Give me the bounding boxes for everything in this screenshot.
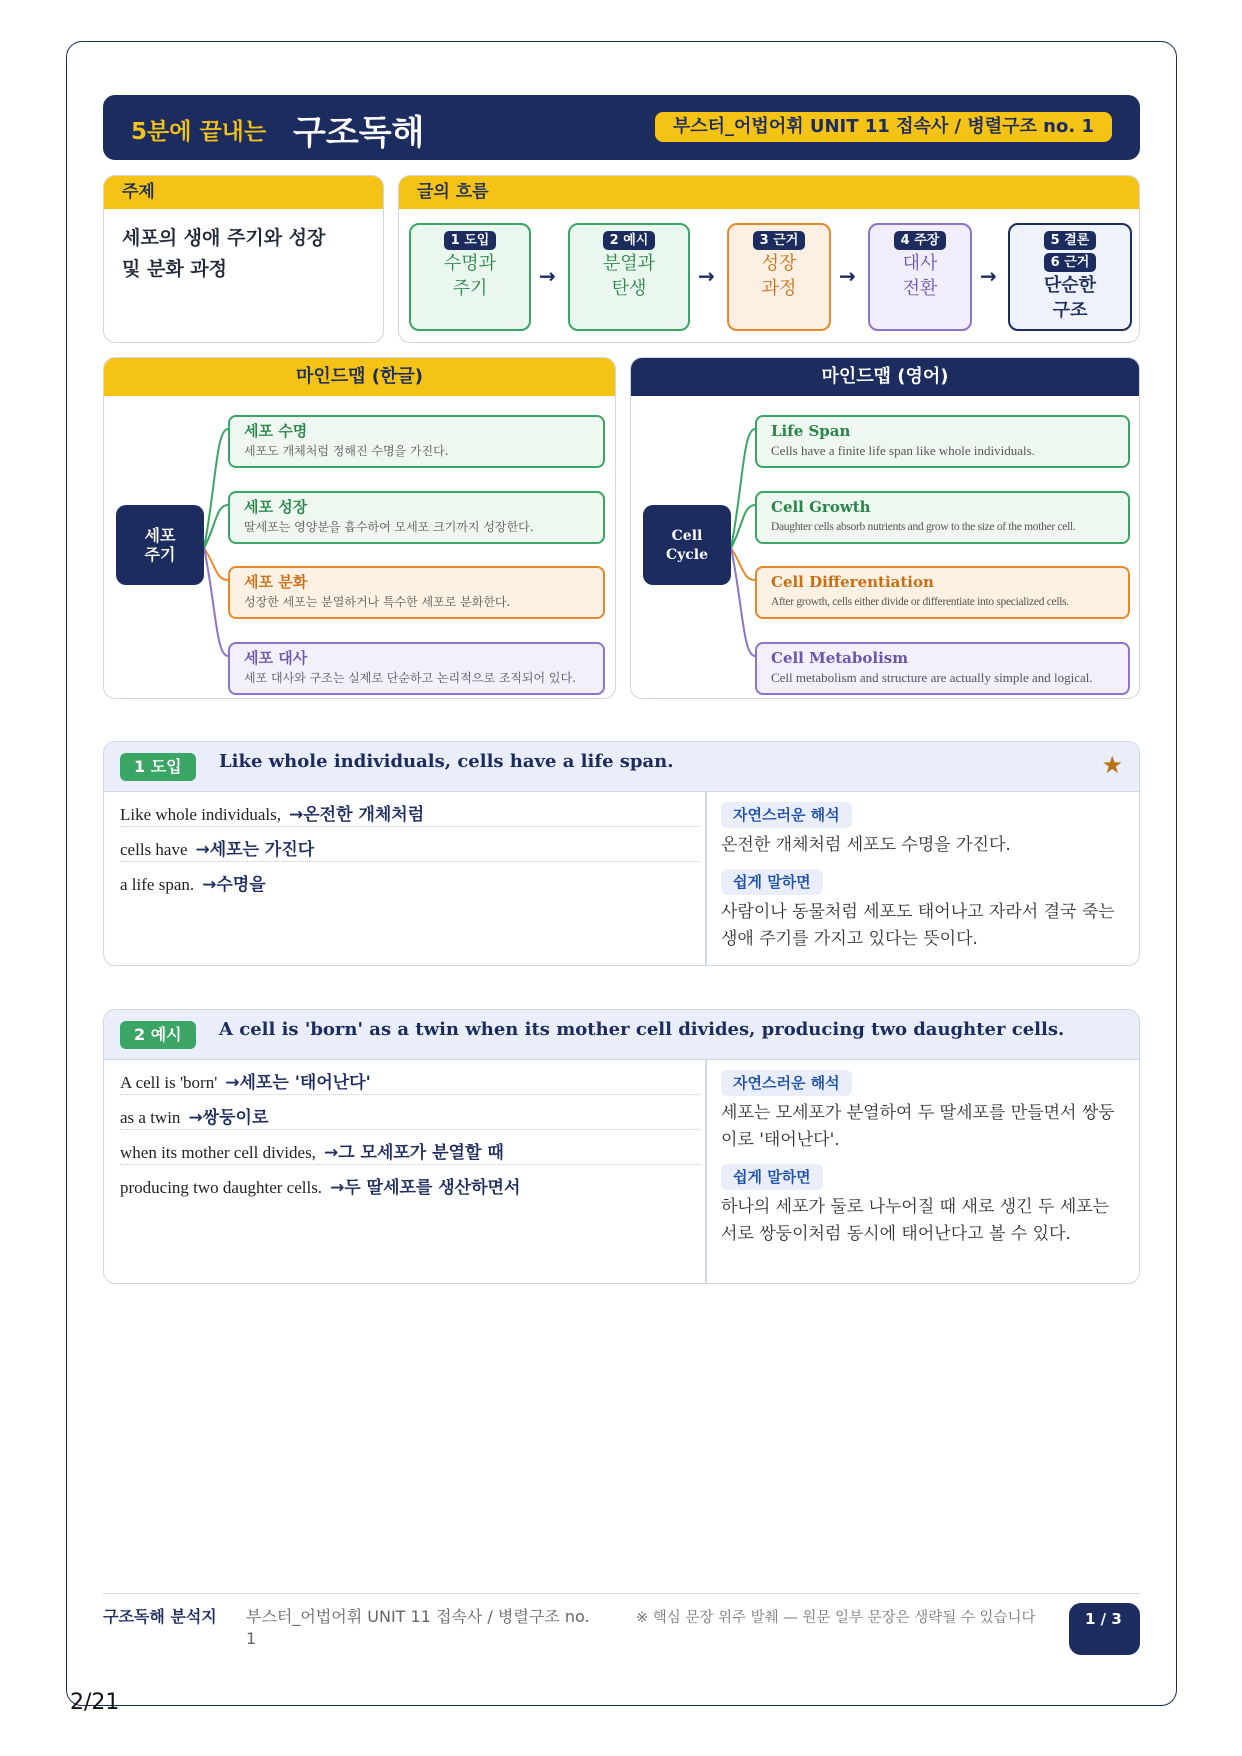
chunk-row	[120, 1165, 700, 1200]
flow-step-5	[1008, 223, 1132, 331]
node-title: Cell Growth	[771, 498, 871, 516]
mindmap-en	[630, 357, 1140, 699]
node-desc: 성장한 세포는 분열하거나 특수한 세포로 분화한다.	[244, 595, 511, 609]
node-desc: 세포 대사와 구조는 실제로 단순하고 논리적으로 조직되어 있다.	[244, 671, 576, 685]
chunk-ko: →수명을	[202, 875, 266, 895]
sentence-header	[104, 1010, 1139, 1060]
unit-tag: 부스터_어법어휘 UNIT 11 접속사 / 병렬구조 no. 1	[655, 112, 1112, 142]
topic-box	[103, 175, 384, 343]
flow-step-line: 구조	[1052, 300, 1088, 321]
node-title: 세포 대사	[244, 649, 308, 667]
chunk-ko: →세포는 '태어난다'	[225, 1073, 371, 1093]
flow-step-line: 과정	[761, 278, 797, 299]
flow-step-badge: 2 예시	[603, 231, 656, 250]
node-title: 세포 수명	[244, 422, 308, 440]
natural-text: 온전한 개체처럼 세포도 수명을 가진다.	[721, 835, 1011, 855]
topic-line-1: 세포의 생애 주기와 성장	[122, 227, 326, 249]
natural-label: 자연스러운 해석	[721, 1070, 852, 1096]
mindmap-en-node-lifespan	[755, 415, 1130, 468]
mindmap-en-node-metabolism	[755, 642, 1130, 695]
sentence-card-1	[103, 741, 1140, 966]
chunk-ko: →두 딸세포를 생산하면서	[330, 1178, 521, 1198]
title-bar	[103, 95, 1140, 160]
mindmap-en-center	[643, 505, 731, 585]
page-counter: 2/21	[70, 1690, 120, 1715]
chunk-ko: →그 모세포가 분열할 때	[323, 1143, 504, 1163]
chunk-en: Like whole individuals,	[120, 805, 282, 824]
sentence-title: A cell is 'born' as a twin when its mother cell divides, producing two daughter cells.	[219, 1019, 1065, 1040]
node-title: 세포 분화	[244, 573, 308, 591]
footer-page-badge: 1 / 3	[1069, 1603, 1140, 1655]
topic-header: 주제	[104, 176, 383, 209]
mindmap-ko-node-metabolism	[228, 642, 605, 695]
node-desc: Daughter cells absorb nutrients and grow to the size of the mother cell.	[771, 521, 1076, 533]
footer-unit: 부스터_어법어휘 UNIT 11 접속사 / 병렬구조 no. 1	[246, 1607, 590, 1648]
flow-step-badge: 3 근거	[753, 231, 806, 250]
flow-header: 글의 흐름	[399, 176, 1139, 209]
flow-step-line: 단순한	[1043, 275, 1097, 296]
footer-note: ※ 핵심 문장 위주 발췌 — 원문 일부 문장은 생략될 수 있습니다	[636, 1610, 1036, 1626]
topic-text	[104, 209, 383, 299]
sentence-divider	[705, 1060, 707, 1283]
mindmap-ko-header: 마인드맵 (한글)	[104, 358, 615, 396]
mindmap-en-node-differentiation	[755, 566, 1130, 619]
sentence-header	[104, 742, 1139, 792]
flow-arrow: →	[539, 264, 556, 288]
mindmap-en-node-growth	[755, 491, 1130, 544]
chunk-ko: →쌍둥이로	[188, 1108, 269, 1128]
node-desc: Cell metabolism and structure are actually simple and logical.	[771, 670, 1093, 685]
chunk-row	[120, 1060, 700, 1095]
chunk-row	[120, 1130, 700, 1165]
node-desc: 세포도 개체처럼 정해진 수명을 가진다.	[244, 444, 449, 458]
node-title: Cell Differentiation	[771, 573, 934, 591]
sentence-badge: 1 도입	[120, 753, 196, 781]
flow-step-line: 전환	[902, 278, 938, 299]
node-desc: 딸세포는 영양분을 흡수하여 모세포 크기까지 성장한다.	[244, 520, 534, 534]
sentence-chunks	[120, 1060, 700, 1200]
chunk-en: cells have	[120, 840, 188, 859]
flow-arrow: →	[980, 264, 997, 288]
easy-label: 쉽게 말하면	[721, 869, 823, 895]
sentence-card-2	[103, 1009, 1140, 1284]
node-title: Cell Metabolism	[771, 649, 909, 667]
chunk-en: producing two daughter cells.	[120, 1178, 323, 1197]
center-line: Cycle	[665, 547, 709, 563]
chunk-en: when its mother cell divides,	[120, 1143, 316, 1162]
flow-step-badge: 6 근거	[1044, 253, 1097, 272]
center-line: Cell	[671, 528, 703, 544]
chunk-ko: →세포는 가진다	[195, 840, 315, 860]
sentence-divider	[705, 792, 707, 965]
flow-step-line: 성장	[761, 253, 797, 274]
flow-arrow: →	[839, 264, 856, 288]
flow-step-2	[568, 223, 690, 331]
flow-step-3	[727, 223, 831, 331]
sentence-interpretation	[721, 1070, 1115, 1258]
star-icon: ★	[1101, 751, 1123, 779]
node-title: 세포 성장	[244, 498, 308, 516]
mindmap-ko-node-growth	[228, 491, 605, 544]
chunk-row	[120, 862, 700, 897]
easy-text: 하나의 세포가 둘로 나누어질 때 새로 생긴 두 세포는 서로 쌍둥이처럼 동시에 태어난다고 볼 수 있다.	[721, 1197, 1110, 1244]
node-title: Life Span	[771, 422, 851, 440]
flow-step-line: 대사	[902, 253, 938, 274]
natural-label: 자연스러운 해석	[721, 802, 852, 828]
flow-step-1	[409, 223, 531, 331]
chunk-en: A cell is 'born'	[120, 1073, 218, 1092]
center-line: 세포	[144, 526, 176, 545]
flow-arrow: →	[698, 264, 715, 288]
sentence-interpretation	[721, 802, 1115, 963]
sentence-chunks	[120, 792, 700, 897]
flow-step-line: 주기	[452, 278, 488, 299]
footer-title: 구조독해 분석지	[103, 1607, 217, 1626]
flow-step-line: 분열과	[602, 253, 656, 274]
topic-line-2: 및 분화 과정	[122, 258, 227, 280]
node-desc: After growth, cells either divide or differentiate into specialized cells.	[771, 596, 1069, 608]
flow-step-badge: 5 결론	[1044, 231, 1097, 250]
title-subtitle: 5분에 끝내는	[131, 119, 267, 145]
mindmap-en-header: 마인드맵 (영어)	[631, 358, 1139, 396]
chunk-row	[120, 792, 700, 827]
chunk-row	[120, 827, 700, 862]
easy-label: 쉽게 말하면	[721, 1164, 823, 1190]
natural-text: 세포는 모세포가 분열하여 두 딸세포를 만들면서 쌍둥이로 '태어난다'.	[721, 1103, 1115, 1150]
footer-divider	[103, 1593, 1140, 1594]
page-title: 구조독해	[293, 113, 425, 153]
easy-text: 사람이나 동물처럼 세포도 태어나고 자라서 결국 죽는 생애 주기를 가지고 있다는 뜻이다.	[721, 902, 1115, 949]
sentence-badge: 2 예시	[120, 1021, 196, 1049]
chunk-ko: →온전한 개체처럼	[289, 805, 425, 825]
flow-step-badge: 4 주장	[894, 231, 947, 250]
sentence-title: Like whole individuals, cells have a life span.	[219, 751, 674, 772]
mindmap-ko-node-differentiation	[228, 566, 605, 619]
mindmap-ko-node-lifespan	[228, 415, 605, 468]
flow-step-badge: 1 도입	[444, 231, 497, 250]
mindmap-ko-center	[116, 505, 204, 585]
flow-step-line: 탄생	[611, 278, 647, 299]
flow-box	[398, 175, 1140, 343]
node-desc: Cells have a finite life span like whole individuals.	[771, 443, 1035, 458]
chunk-en: as a twin	[120, 1108, 181, 1127]
center-line: 주기	[144, 545, 176, 564]
flow-step-4	[868, 223, 972, 331]
flow-step-line: 수명과	[443, 253, 497, 274]
chunk-en: a life span.	[120, 875, 195, 894]
mindmap-ko	[103, 357, 616, 699]
chunk-row	[120, 1095, 700, 1130]
